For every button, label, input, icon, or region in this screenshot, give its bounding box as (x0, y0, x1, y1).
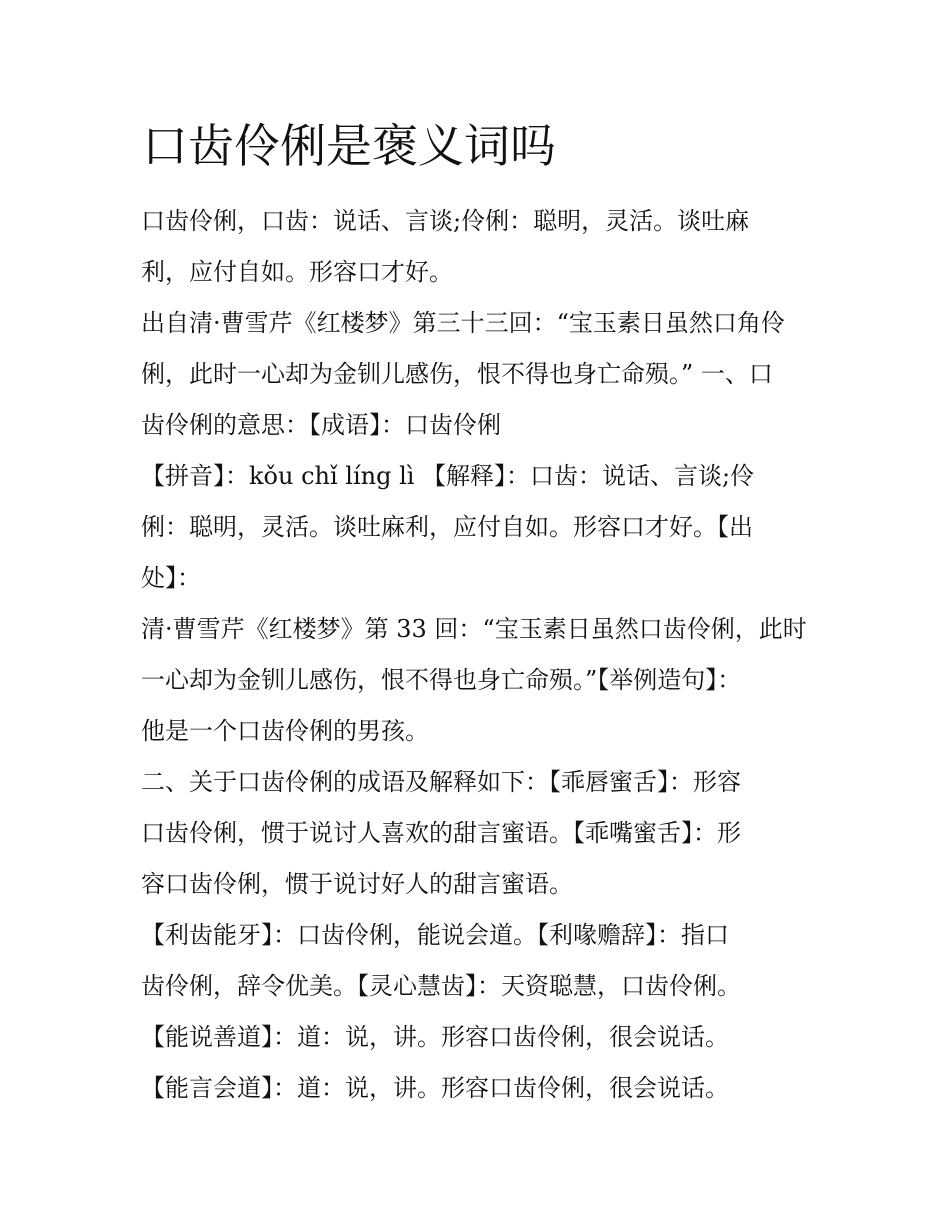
text-line: 俐：聪明，灵活。谈吐麻利，应付自如。形容口才好。【出 (141, 513, 753, 541)
document-title: 口齿伶俐是褒义词吗 (142, 119, 556, 173)
text-line: 【利齿能牙】：口齿伶俐，能说会道。【利喙赡辞】：指口 (141, 921, 729, 949)
text-line: 俐，此时一心却为金钏儿感伤，恨不得也身亡命殒。” 一、口 (141, 360, 773, 388)
text-line: 二、关于口齿伶俐的成语及解释如下：【乖唇蜜舌】：形容 (141, 768, 741, 796)
text-line: 口齿伶俐，惯于说讨人喜欢的甜言蜜语。【乖嘴蜜舌】：形 (141, 819, 741, 847)
text-line: 处】： (141, 564, 201, 592)
text-line: 【能言会道】：道：说，讲。形容口齿伶俐，很会说话。 (141, 1074, 729, 1102)
text-line: 出自清·曹雪芹《红楼梦》第三十三回：“宝玉素日虽然口角伶 (141, 309, 785, 337)
text-line: 他是一个口齿伶俐的男孩。 (141, 717, 429, 745)
text-line: 清·曹雪芹《红楼梦》第 33 回：“宝玉素日虽然口齿伶俐，此时 (141, 615, 807, 643)
text-line: 口齿伶俐，口齿：说话、言谈;伶俐：聪明，灵活。谈吐麻 (141, 207, 750, 235)
text-line: 容口齿伶俐，惯于说讨好人的甜言蜜语。 (141, 870, 573, 898)
text-line: 【能说善道】：道：说，讲。形容口齿伶俐，很会说话。 (141, 1023, 729, 1051)
text-line: 【拼音】：kǒu chǐ líng lì 【解释】：口齿：说话、言谈;伶 (141, 462, 755, 490)
text-line: 齿伶俐，辞令优美。【灵心慧齿】：天资聪慧，口齿伶俐。 (141, 972, 741, 1000)
text-line: 一心却为金钏儿感伤，恨不得也身亡命殒。”【举例造句】： (141, 666, 742, 694)
text-line: 齿伶俐的意思：【成语】：口齿伶俐 (141, 411, 501, 439)
text-line: 利，应付自如。形容口才好。 (141, 258, 453, 286)
document-body (141, 196, 813, 1114)
